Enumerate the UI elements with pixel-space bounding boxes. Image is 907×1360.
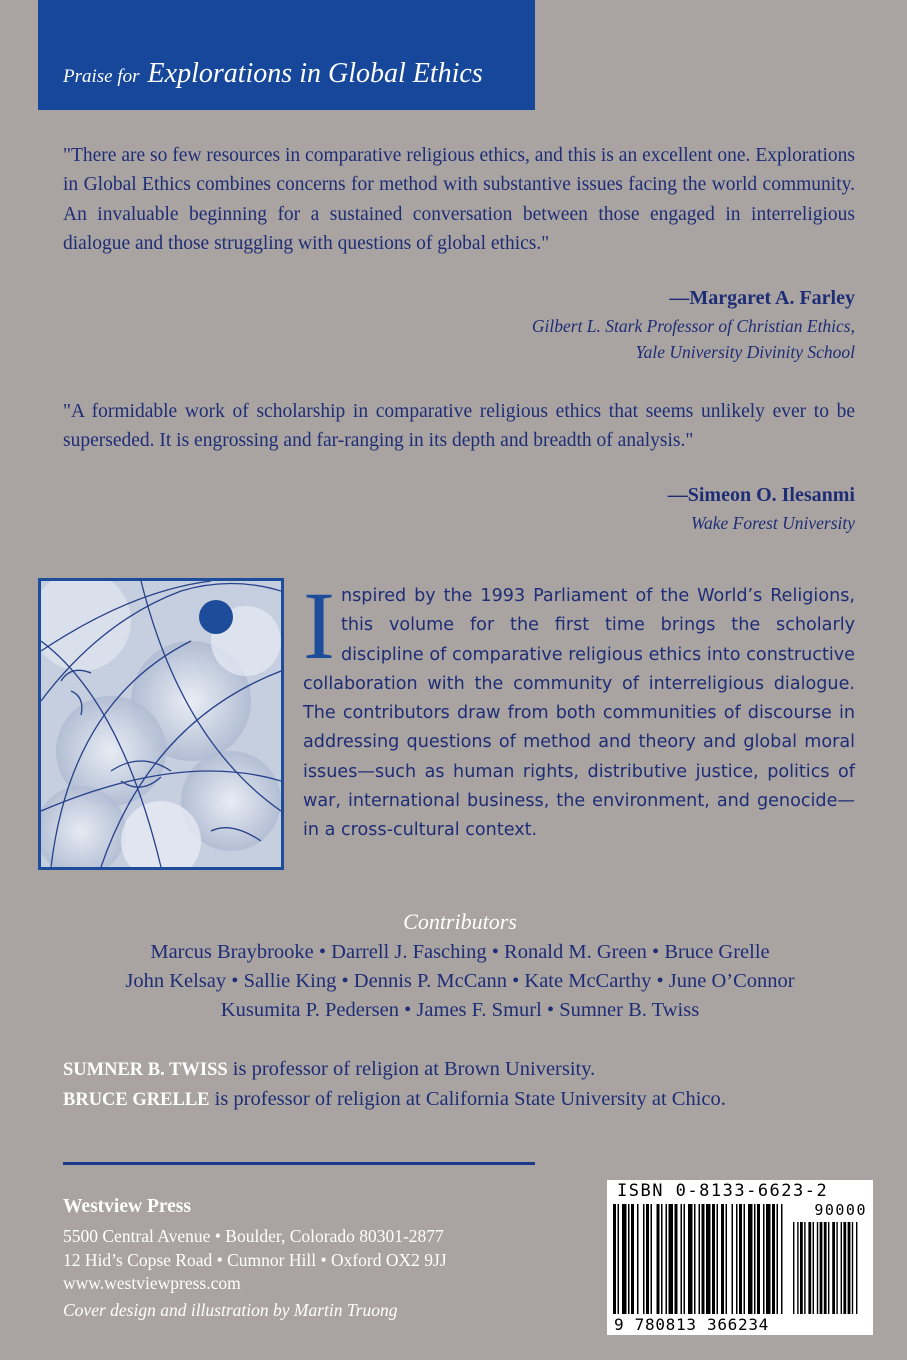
price-code: 90000 xyxy=(814,1201,867,1219)
barcode-bar xyxy=(657,1204,660,1314)
barcode-bar xyxy=(613,1204,616,1314)
barcode-bar xyxy=(739,1204,742,1314)
barcode-bar xyxy=(754,1204,756,1314)
cover-illustration xyxy=(38,578,284,870)
book-description xyxy=(303,572,855,846)
barcode-bar xyxy=(681,1204,683,1314)
barcode-bar xyxy=(726,1204,728,1314)
ean-number: 9 780813 366234 xyxy=(614,1315,769,1334)
barcode-bar xyxy=(694,1204,696,1314)
contributors-line-3: Kusumita P. Pedersen • James F. Smurl • Sumner B. Twiss xyxy=(220,999,700,1021)
description-text: nspired by the 1993 Parliament of the World’s Religions, this volume for the first time brings the scholarly discipline of comparative religious ethics into constructive collaboration with the community of interreligious dialogue. The contributors draw from both communities of discourse in addressing questions of method and theory and global moral issues—such as human rights, distributive justice, politics of war, international business, the environment, and genocide—in a cross-cultural context. xyxy=(303,586,855,841)
barcode-bar xyxy=(622,1204,627,1314)
barcode-bar xyxy=(669,1204,674,1314)
barcode-bar xyxy=(736,1204,738,1314)
barcode-bar xyxy=(744,1204,746,1314)
barcode-bar xyxy=(832,1222,835,1314)
barcode-bar xyxy=(748,1204,753,1314)
barcode-bar xyxy=(763,1204,765,1314)
editor-bio-twiss xyxy=(63,1058,595,1081)
contributors-heading: Contributors xyxy=(403,909,517,934)
barcode-bar xyxy=(772,1204,775,1314)
barcode-bar xyxy=(856,1222,857,1314)
barcode-bar xyxy=(706,1204,711,1314)
barcode-bar xyxy=(651,1204,653,1314)
quote-author-title: Gilbert L. Stark Professor of Christian Ethics, xyxy=(531,316,855,336)
barcode-bar xyxy=(797,1222,798,1314)
barcode-bar xyxy=(852,1222,853,1314)
barcode-bar xyxy=(757,1204,760,1314)
barcode-bar xyxy=(661,1204,663,1314)
barcode-bar xyxy=(800,1222,803,1314)
quote-author-affiliation-2: Wake Forest University xyxy=(691,513,855,533)
barcode-bar xyxy=(766,1204,771,1314)
barcode-bar xyxy=(808,1222,811,1314)
barcode-bar xyxy=(817,1222,818,1314)
barcode-bar xyxy=(717,1204,719,1314)
drop-cap: I xyxy=(303,572,335,679)
contributors-line-2: John Kelsay • Sallie King • Dennis P. McCann • Kate McCarthy • June O’Connor xyxy=(125,970,795,992)
barcode-bar xyxy=(793,1222,794,1314)
barcode-bar xyxy=(618,1204,620,1314)
barcode-bar xyxy=(684,1204,686,1314)
quote-author-ilesanmi: —Simeon O. Ilesanmi xyxy=(667,484,855,506)
series-title: Explorations in Global Ethics xyxy=(147,58,483,89)
barcode-bar xyxy=(813,1222,814,1314)
banner-heading xyxy=(63,58,483,90)
barcode-bar xyxy=(828,1222,829,1314)
editor-name: BRUCE GRELLE xyxy=(63,1090,210,1110)
barcode-bar xyxy=(824,1222,827,1314)
barcode-bar xyxy=(804,1222,805,1314)
barcode-bar xyxy=(848,1222,851,1314)
barcode-bar xyxy=(666,1204,668,1314)
barcode-bar xyxy=(628,1204,630,1314)
isbn-barcode xyxy=(607,1180,873,1335)
barcode-bar xyxy=(631,1204,634,1314)
barcode-bar xyxy=(721,1204,724,1314)
publisher-address-us: 5500 Central Avenue • Boulder, Colorado 80301-2877 xyxy=(63,1226,444,1246)
barcode-bar xyxy=(702,1204,705,1314)
editor-name: SUMNER B. TWISS xyxy=(63,1060,228,1080)
barcode-bar xyxy=(843,1222,846,1314)
barcode-bar xyxy=(841,1222,842,1314)
review-quote-farley: "There are so few resources in comparative religious ethics, and this is an excellent one. Explorations in Global Ethics combines concerns for method with substantive issues facing the world community. An invaluable beginning for a sustained conversation between those engaged in interreligious dialogue and those struggling with questions of global ethics." xyxy=(63,145,855,255)
series-banner xyxy=(38,0,535,110)
editor-bio-text: is professor of religion at Brown University. xyxy=(232,1058,596,1080)
barcode-bar xyxy=(643,1204,645,1314)
review-quote-ilesanmi: "A formidable work of scholarship in comparative religious ethics that seems unlikely ever to be superseded. It is engrossing and far-ranging in its depth and breadth of analysis." xyxy=(63,401,855,452)
editor-bio-grelle xyxy=(63,1088,726,1111)
barcode-bar xyxy=(777,1204,779,1314)
barcode-bar xyxy=(699,1204,701,1314)
praise-label: Praise for xyxy=(63,66,140,87)
abstract-globe-illustration xyxy=(41,581,281,867)
barcode-bar xyxy=(688,1204,693,1314)
barcode-bar xyxy=(646,1204,649,1314)
quote-author-affiliation: Yale University Divinity School xyxy=(635,342,855,362)
barcode-bar xyxy=(781,1204,783,1314)
contributors-line-1: Marcus Braybrooke • Darrell J. Fasching • Ronald M. Green • Bruce Grelle xyxy=(150,941,770,963)
barcode-bar xyxy=(675,1204,678,1314)
publisher-address-uk: 12 Hid’s Copse Road • Cumnor Hill • Oxford OX2 9JJ xyxy=(63,1250,447,1270)
barcode-bar xyxy=(732,1204,734,1314)
publisher-name: Westview Press xyxy=(63,1196,191,1217)
editor-bio-text: is professor of religion at California State University at Chico. xyxy=(214,1088,726,1110)
barcode-bar xyxy=(712,1204,715,1314)
publisher-website: www.westviewpress.com xyxy=(63,1273,241,1293)
barcode-bars xyxy=(607,1180,873,1335)
isbn-number: ISBN 0-8133-6623-2 xyxy=(617,1181,829,1201)
divider-rule xyxy=(63,1162,535,1165)
cover-credit: Cover design and illustration by Martin Truong xyxy=(63,1300,398,1320)
barcode-bar xyxy=(820,1222,823,1314)
barcode-bar xyxy=(836,1222,837,1314)
quote-author-farley: —Margaret A. Farley xyxy=(669,287,855,309)
barcode-bar xyxy=(637,1204,639,1314)
